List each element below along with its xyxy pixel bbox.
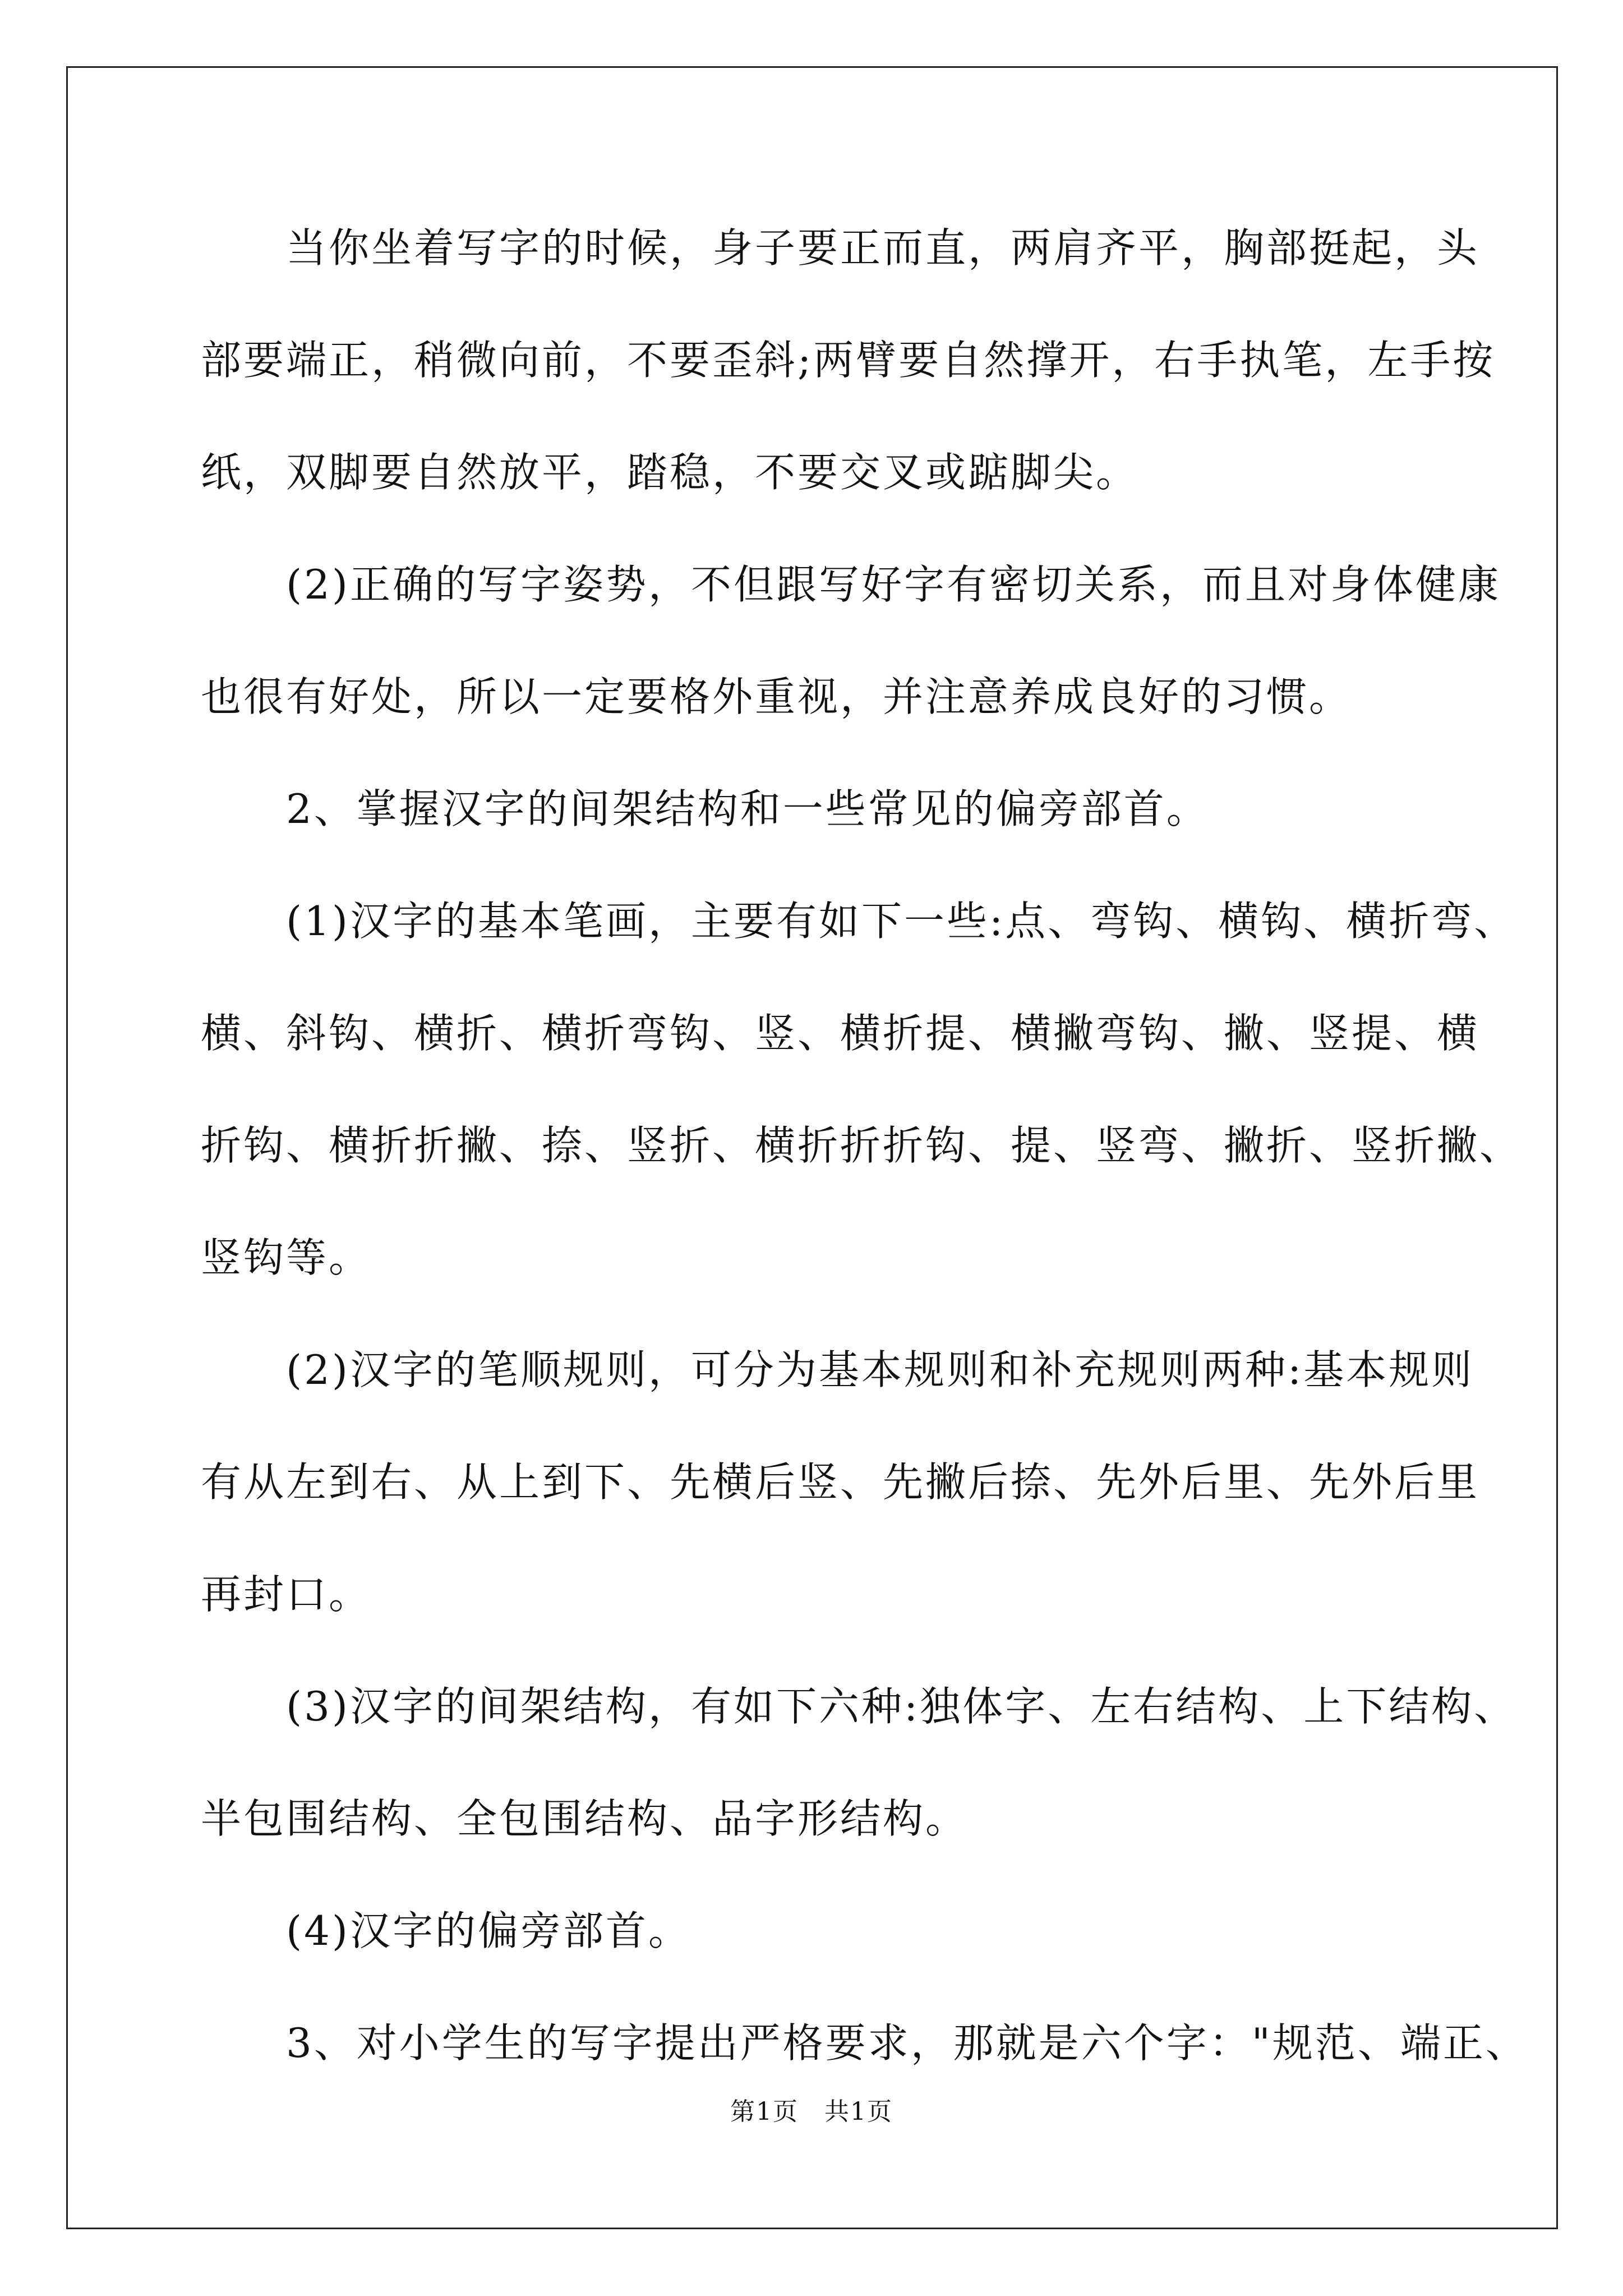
text-line: 纸，双脚要自然放平，踏稳，不要交叉或踮脚尖。	[201, 449, 1139, 496]
text-line: 竖钩等。	[201, 1234, 372, 1281]
text-line: 也很有好处，所以一定要格外重视，并注意养成良好的习惯。	[201, 673, 1352, 720]
text-line: 3、对小学生的写字提出严格要求，那就是六个字："规范、端正、	[201, 2019, 1528, 2067]
text-line: 横、斜钩、横折、横折弯钩、竖、横折提、横撇弯钩、撇、竖提、横	[201, 1010, 1480, 1057]
text-line: 折钩、横折折撇、捺、竖折、横折折折钩、提、竖弯、撇折、竖折撇、	[201, 1122, 1523, 1169]
text-line: 部要端正，稍微向前，不要歪斜;两臂要自然撑开，右手执笔，左手按	[201, 337, 1496, 384]
text-line: 半包围结构、全包围结构、品字形结构。	[201, 1795, 969, 1842]
text-line: (4)汉字的偏旁部首。	[201, 1907, 691, 1954]
text-line: (1)汉字的基本笔画，主要有如下一些:点、弯钩、横钩、横折弯、	[201, 898, 1517, 945]
text-line: 有从左到右、从上到下、先横后竖、先撇后捺、先外后里、先外后里	[201, 1458, 1480, 1506]
text-line: 当你坐着写字的时候，身子要正而直，两肩齐平，胸部挺起，头	[201, 224, 1480, 272]
page-footer: 第1页 共1页	[730, 2097, 893, 2126]
text-line: (2)汉字的笔顺规则，可分为基本规则和补充规则两种:基本规则	[201, 1346, 1474, 1393]
text-line: (2)正确的写字姿势，不但跟写好字有密切关系，而且对身体健康	[201, 561, 1501, 608]
text-line: 再封口。	[201, 1571, 372, 1618]
text-line: (3)汉字的间架结构，有如下六种:独体字、左右结构、上下结构、	[201, 1683, 1517, 1730]
text-line: 2、掌握汉字的间架结构和一些常见的偏旁部首。	[201, 785, 1209, 832]
